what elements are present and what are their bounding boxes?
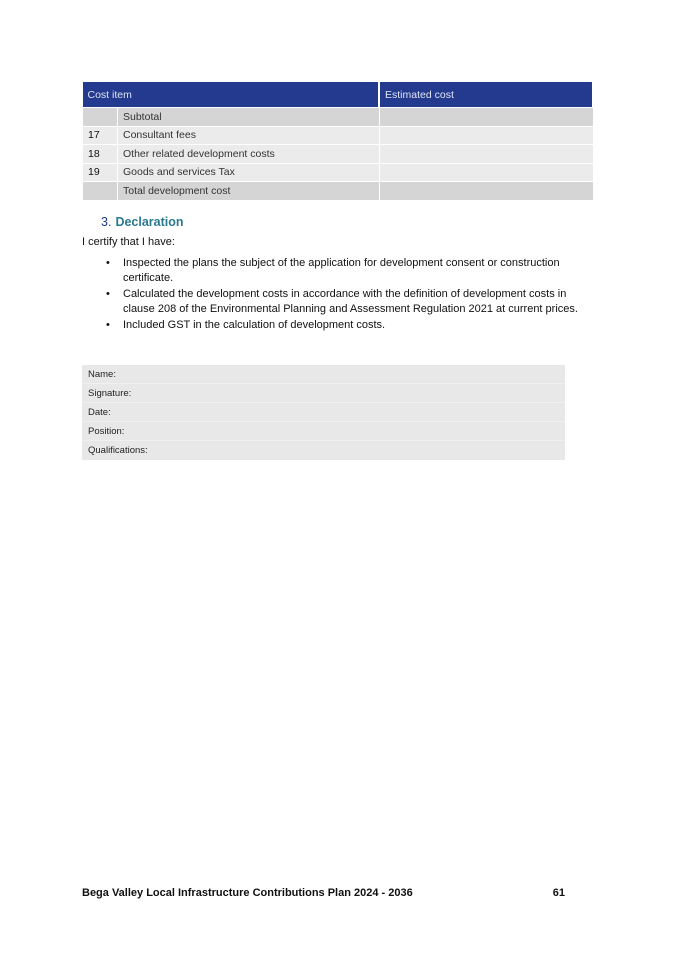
- bullet-icon: •: [106, 288, 110, 300]
- bullet-text: Included GST in the calculation of development costs.: [123, 319, 386, 331]
- row-estimated-cost[interactable]: [379, 126, 593, 145]
- list-item: [106, 287, 596, 317]
- header-cost-item: Cost item: [83, 82, 380, 108]
- page-number: 61: [552, 887, 565, 899]
- bullet-text: Calculated the development costs in accordance with the definition of development costs in clause 208 of the Environmental Planning and Assessment Regulation 2021 at current prices.: [123, 288, 578, 315]
- row-item: Consultant fees: [118, 126, 380, 145]
- row-number: [83, 182, 118, 201]
- row-item: Total development cost: [118, 182, 380, 201]
- row-estimated-cost[interactable]: [379, 145, 593, 164]
- header-estimated-cost: Estimated cost: [379, 82, 593, 108]
- section-number: 3.: [101, 215, 112, 229]
- table-row: [83, 182, 594, 201]
- row-number: 17: [83, 126, 118, 145]
- bullet-text: Inspected the plans the subject of the application for development consent or construction certificate.: [123, 257, 560, 284]
- footer: [82, 887, 565, 899]
- cost-table: [82, 82, 594, 201]
- table-header: [83, 82, 594, 108]
- row-number: 18: [83, 145, 118, 164]
- row-item: Goods and services Tax: [118, 163, 380, 182]
- form-position[interactable]: Position:: [82, 422, 565, 441]
- declaration-list: [106, 256, 596, 334]
- row-item: Subtotal: [118, 108, 380, 127]
- row-estimated-cost[interactable]: [379, 163, 593, 182]
- form-signature[interactable]: Signature:: [82, 384, 565, 403]
- list-item: [106, 318, 596, 333]
- table-row: [83, 145, 594, 164]
- list-item: [106, 256, 596, 286]
- table-row: [83, 126, 594, 145]
- row-item: Other related development costs: [118, 145, 380, 164]
- bullet-icon: •: [106, 319, 110, 331]
- form-date[interactable]: Date:: [82, 403, 565, 422]
- section-heading: [101, 215, 184, 229]
- table-row: [83, 163, 594, 182]
- footer-title: Bega Valley Local Infrastructure Contributions Plan 2024 - 2036: [82, 887, 413, 899]
- bullet-icon: •: [106, 257, 110, 269]
- section-title: Declaration: [115, 215, 184, 229]
- row-number: 19: [83, 163, 118, 182]
- table-row: [83, 108, 594, 127]
- row-number: [83, 108, 118, 127]
- row-estimated-cost[interactable]: [379, 108, 593, 127]
- form-qualifications[interactable]: Qualifications:: [88, 445, 148, 456]
- form-name[interactable]: Name:: [82, 365, 565, 384]
- signature-form: [82, 365, 565, 460]
- row-estimated-cost[interactable]: [379, 182, 593, 201]
- certify-intro: I certify that I have:: [82, 236, 175, 248]
